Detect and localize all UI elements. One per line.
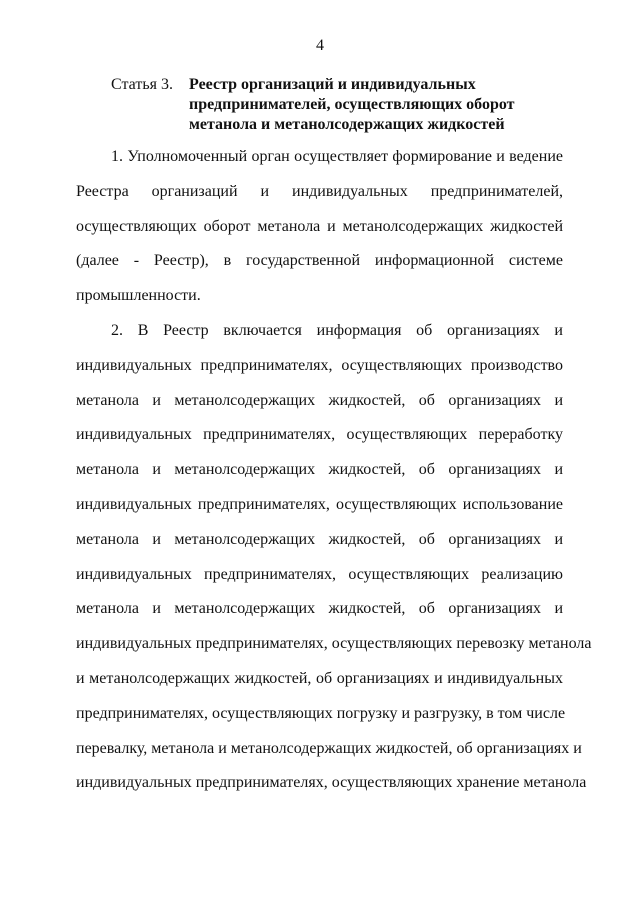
text-line: метанола и метанолсодержащих жидкостей, об организациях и: [76, 600, 563, 618]
text-line: предпринимателях, осуществляющих погрузку и разгрузку, в том числе: [76, 704, 566, 722]
paragraph-2: [76, 314, 592, 801]
text-line: метанола и метанолсодержащих жидкостей, об организациях и: [76, 391, 563, 409]
article-title: [189, 75, 579, 135]
text-line: метанола и метанолсодержащих жидкостей, об организациях и: [76, 530, 563, 548]
text-line: осуществляющих оборот метанола и метанолсодержащих жидкостей: [76, 217, 563, 235]
text-line: индивидуальных предпринимателях, осуществляющих производство: [76, 356, 563, 374]
text-line: 2. В Реестр включается информация об организациях и: [111, 322, 563, 339]
text-line: индивидуальных предпринимателях, осуществляющих реализацию: [76, 565, 563, 583]
page-number: 4: [316, 37, 324, 54]
text-line: индивидуальных предпринимателях, осуществляющих перевозку метанола: [76, 635, 592, 653]
article-title-line: метанола и метанолсодержащих жидкостей: [189, 116, 505, 133]
text-line: Реестра организаций и индивидуальных предпринимателей,: [76, 182, 563, 200]
text-line: индивидуальных предпринимателях, осуществляющих переработку: [76, 426, 563, 444]
article-title-line: Реестр организаций и индивидуальных: [189, 76, 476, 93]
text-line: 1. Уполномоченный орган осуществляет формирование и ведение: [111, 148, 563, 165]
text-line: промышленности.: [76, 287, 201, 305]
text-line: и метанолсодержащих жидкостей, об организациях и индивидуальных: [76, 669, 563, 687]
text-line: перевалку, метанола и метанолсодержащих жидкостей, об организациях и: [76, 739, 582, 757]
text-line: (далее - Реестр), в государственной информационной системе: [76, 252, 563, 270]
text-line: индивидуальных предпринимателях, осуществляющих хранение метанола: [76, 774, 587, 792]
text-line: индивидуальных предпринимателях, осуществляющих использование: [76, 495, 563, 513]
paragraph-1: [76, 140, 563, 314]
article-title-line: предпринимателей, осуществляющих оборот: [189, 96, 515, 113]
text-line: метанола и метанолсодержащих жидкостей, об организациях и: [76, 461, 563, 479]
article-number: Статья 3.: [111, 76, 173, 93]
